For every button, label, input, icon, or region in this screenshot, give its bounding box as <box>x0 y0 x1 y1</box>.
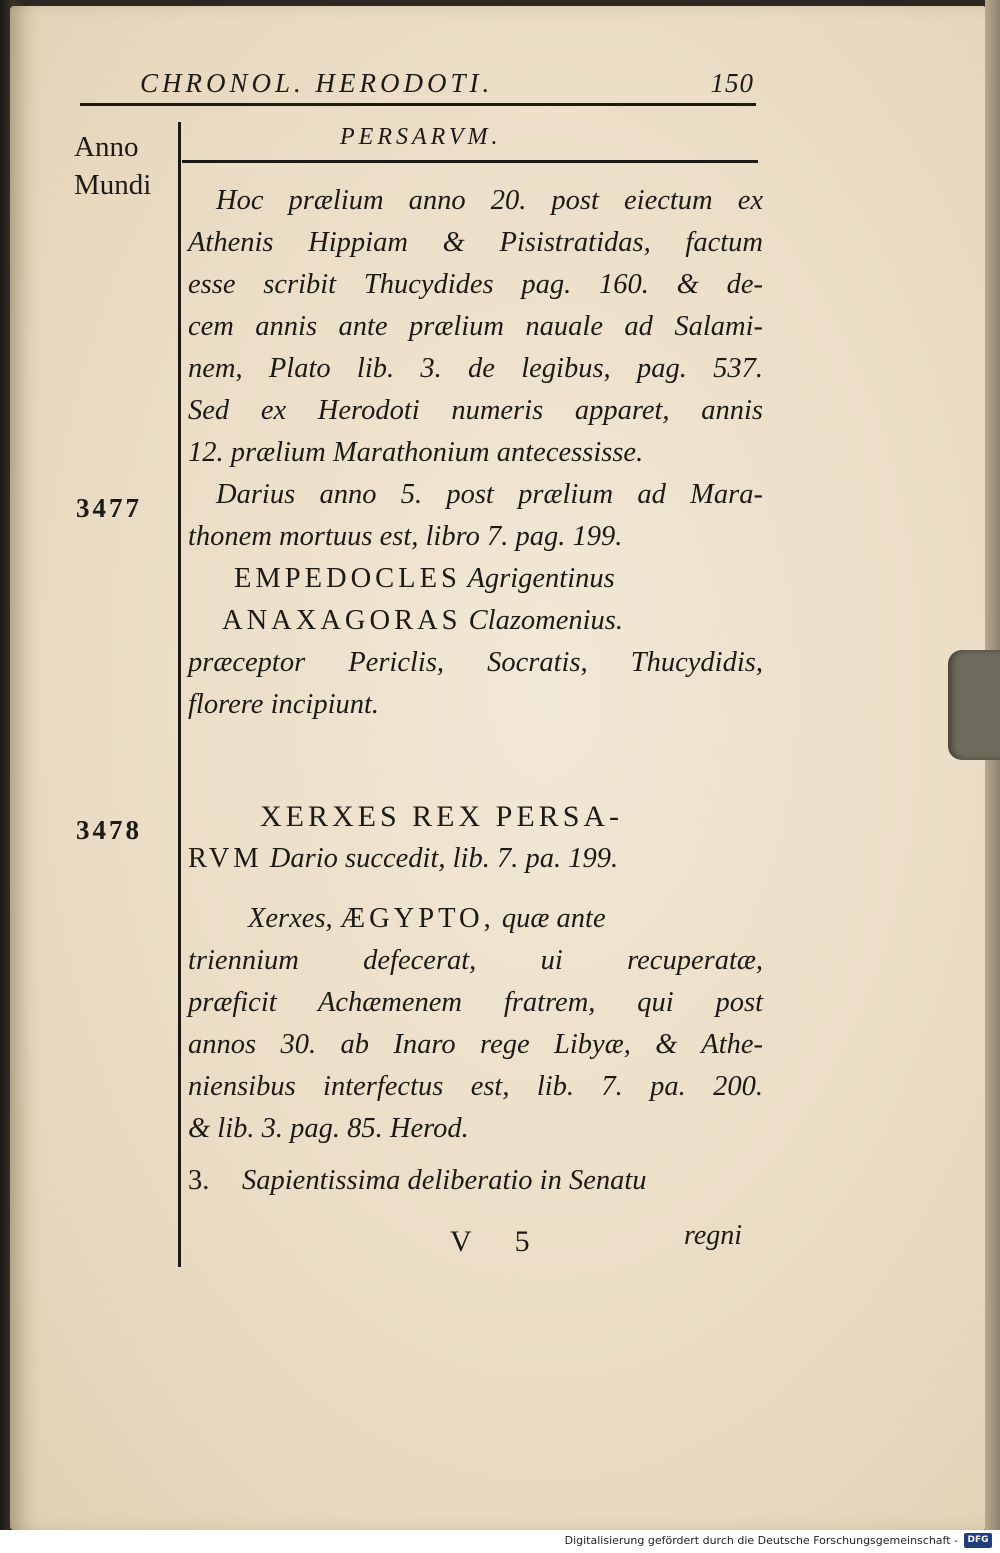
text-line: EMPEDOCLES Agrigentinus <box>234 563 615 594</box>
text-line: & lib. 3. pag. 85. Herod. <box>188 1113 469 1144</box>
anno-label: Anno <box>74 131 139 163</box>
text-line: XERXES REX PERSA- <box>260 800 624 833</box>
text-line: Sed ex Herodoti numeris apparet, annis <box>188 395 763 426</box>
text-line: triennium defecerat, ui recuperatæ, <box>188 945 763 976</box>
text-line: Athenis Hippiam & Pisistratidas, factum <box>188 227 763 258</box>
text-line: thonem mortuus est, libro 7. pag. 199. <box>188 521 623 552</box>
text-line: cem annis ante prælium nauale ad Salami- <box>188 311 763 342</box>
text-line: nem, Plato lib. 3. de legibus, pag. 537. <box>188 353 763 384</box>
text-line: annos 30. ab Inaro rege Libyæ, & Athe- <box>188 1029 763 1060</box>
text-line: 3. Sapientissima deliberatio in Senatu <box>188 1160 763 1202</box>
catchword: regni <box>684 1220 743 1251</box>
bookmark-tab <box>948 650 1000 760</box>
text-line: Xerxes, ÆGYPTO, quæ ante <box>248 903 606 934</box>
mundi-label: Mundi <box>74 169 152 201</box>
anno-mundi-head <box>74 128 179 204</box>
year-marker-3477: 3477 <box>76 493 142 523</box>
spacer <box>188 880 763 898</box>
signature-mark: V 5 <box>450 1225 548 1258</box>
year-marker-3478: 3478 <box>76 815 142 845</box>
text-line: 12. prælium Marathonium antecessisse. <box>188 437 644 468</box>
column-head-rule <box>182 160 758 163</box>
text-line: ANAXAGORAS Clazomenius. <box>222 605 624 636</box>
item-number: 3. <box>188 1165 210 1196</box>
header-rule <box>80 103 756 106</box>
persarum-head: PERSARVM. <box>340 124 502 150</box>
footer-bar <box>0 1530 1000 1553</box>
name-caps: ANAXAGORAS <box>222 605 462 636</box>
text-line: niensibus interfectus est, lib. 7. pa. 200. <box>188 1071 763 1102</box>
page-edge <box>985 0 1000 1530</box>
text-line: præceptor Periclis, Socratis, Thucydidis, <box>188 647 763 678</box>
main-text <box>188 180 763 1250</box>
running-head-title: CHRONOL. HERODOTI. <box>140 68 494 98</box>
name-caps: EMPEDOCLES <box>234 563 461 594</box>
text-line: esse scribit Thucydides pag. 160. & de- <box>188 269 763 300</box>
text-line: RVM Dario succedit, lib. 7. pa. 199. <box>188 843 619 874</box>
running-head <box>140 68 760 104</box>
spacer <box>188 726 763 796</box>
text-line: Hoc prælium anno 20. post eiectum ex <box>216 185 763 216</box>
column-divider <box>178 122 181 1267</box>
text-line: Darius anno 5. post prælium ad Mara- <box>216 479 763 510</box>
funding-notice: Digitalisierung gefördert durch die Deutsche Forschungsgemeinschaft - <box>564 1534 958 1547</box>
dfg-logo: DFG <box>964 1533 992 1548</box>
text-line: florere incipiunt. <box>188 689 380 720</box>
folio-number: 150 <box>710 68 754 98</box>
text-line: præficit Achæmenem fratrem, qui post <box>188 987 763 1018</box>
